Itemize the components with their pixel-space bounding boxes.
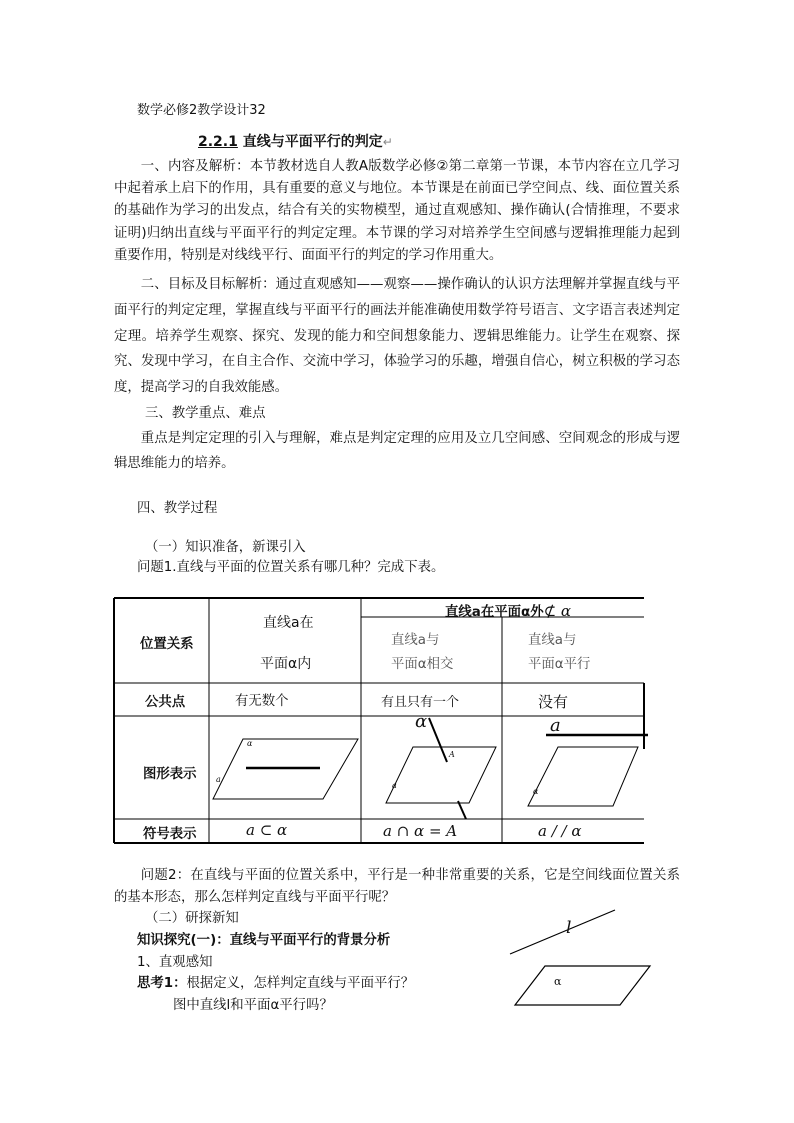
think-1-question: 图中直线l和平面α平行吗？ [173,998,333,1013]
outside-header-text: 直线a在平面α外 [445,605,544,620]
col1-header-line2: 平面α内 [260,656,312,672]
outside-header-symbol: ⊄ α [543,602,572,620]
fig1-line-label: a [216,775,221,784]
fig2-line-label: α [415,711,428,732]
col2-header-line2: 平面α相交 [391,657,454,672]
title-text: 直线与平面平行的判定 [242,134,383,150]
figure-line-intersect-plane [386,718,496,819]
row-header-common: 公共点 [145,695,186,710]
col3-header-line1: 直线a与 [528,633,577,648]
symbol-parallel: a / / α [538,822,582,840]
outside-header [445,601,571,620]
common-in-plane: 有无数个 [235,694,289,709]
section-goals: 二、目标及目标解析：通过直观感知——观察——操作确认的认识方法理解并掌握直线与平面平行的判定定理，掌握直线与平面平行的画法并能准确使用数学符号语言、文字语言表述判定定理。培养学生观察、探究、发现的能力和空间想象能力、逻辑思维能力。让学生在观察、探究、发现中学习，在自主合作、交流中学习，体验学习的乐趣，增强自信心，树立积极的学习态度，提高学习的自我效能感。 [114,277,680,396]
symbol-intersect: a ∩ α = A [383,822,458,840]
row-header-figure: 图形表示 [143,767,197,782]
symbol-in-plane: a ⊂ α [246,821,288,839]
section-key-points: 重点是判定定理的引入与理解，难点是判定定理的应用及立几空间感、空间观念的形成与逻辑思维能力的培养。 [114,431,680,471]
think-1-label: 思考1： [137,976,187,991]
think-1-text: 根据定义，怎样判定直线与平面平行？ [186,976,415,991]
figure-line-and-plane [505,905,655,1010]
section-process-title: 四、教学过程 [137,501,218,516]
plane-alpha-label: α [554,975,562,988]
col3-header-line2: 平面α平行 [528,657,591,672]
col2-header-line1: 直线a与 [391,633,440,648]
question-2: 问题2：在直线与平面的位置关系中，平行是一种非常重要的关系，它是空间线面位置关系的基本形态，那么怎样判定直线与平面平行呢？ [114,868,680,905]
lesson-title [198,131,393,151]
fig3-plane-label: α [533,787,539,796]
row-header-symbol: 符号表示 [143,827,197,842]
plane-alpha [515,966,650,1005]
line-l-label: l [566,918,572,938]
fig2-plane-label: a [392,781,397,790]
fig3-line-label: a [550,715,561,736]
paragraph-mark: ↵ [382,135,393,149]
section-content-analysis: 一、内容及解析：本节教材选自人教A版数学必修②第二章第一节课，本节内容在立几学习中起着承上启下的作用，具有重要的意义与地位。本节课是在前面已学空间点、线、面位置关系的基础作为学习的出发点，结合有关的实物模型，通过直观感知、操作确认(合情推理，不要求证明)归纳出直线与平面平行的判定定理。本节课的学习对培养学生空间感与逻辑推理能力起到重要作用，特别是对线线平行、面面平行的判定的学习作用重大。 [114,159,680,263]
row-header-position: 位置关系 [140,637,194,652]
line-l [510,910,615,954]
title-number: 2.2.1 [198,134,238,150]
figure-line-in-plane [213,739,358,799]
position-relation-table [113,597,653,845]
common-parallel: 没有 [538,693,569,711]
section-key-points-title: 三、教学重点、难点 [145,406,266,421]
document-header: 数学必修2教学设计32 [137,103,266,118]
question-1: 问题1.直线与平面的位置关系有哪几种？完成下表。 [137,560,445,575]
explore-title: 知识探究(一)：直线与平面平行的背景分析 [137,933,391,948]
subsection-explore: （二）研探新知 [145,911,239,926]
common-intersect: 有且只有一个 [381,695,460,710]
col1-header-line1: 直线a在 [263,615,314,631]
subsection-knowledge-prep: （一）知识准备，新课引入 [145,540,306,555]
intuition-title: 1、直观感知 [137,955,213,970]
fig1-plane-label: α [247,739,253,748]
fig2-point-label: A [449,750,455,759]
figure-line-parallel-plane [528,735,648,806]
think-1 [137,972,414,991]
